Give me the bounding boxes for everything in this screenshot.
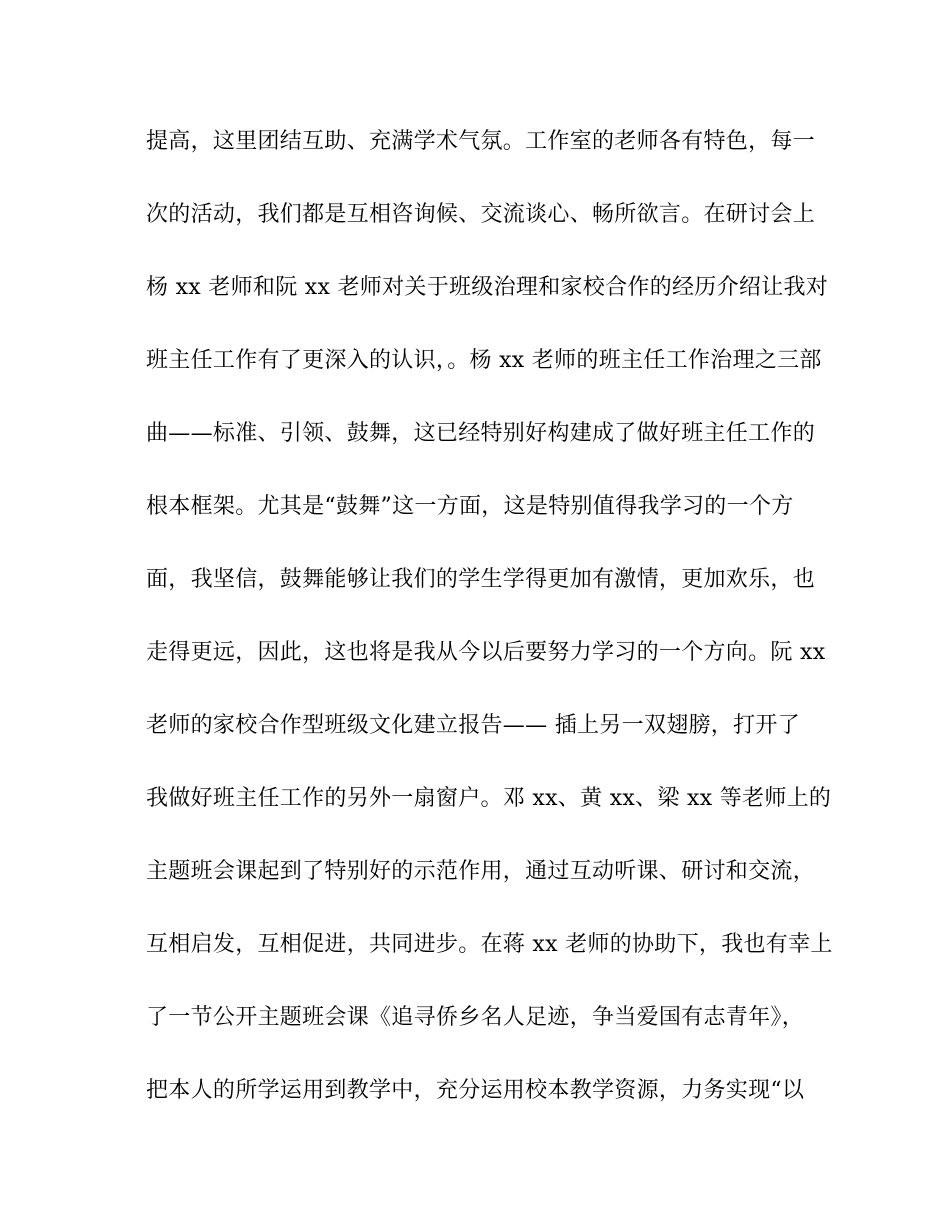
text-line-3: 杨 xx 老师和阮 xx 老师对关于班级治理和家校合作的经历介绍让我对: [146, 275, 829, 300]
text-line-7: 面，我坚信，鼓舞能够让我们的学生学得更加有激情，更加欢乐，也: [146, 567, 816, 592]
text-line-10: 我做好班主任工作的另外一扇窗户。邓 xx、黄 xx、梁 xx 等老师上的: [146, 786, 832, 811]
text-line-1: 提高，这里团结互助、充满学术气氛。工作室的老师各有特色，每一: [146, 129, 816, 154]
text-line-4: 班主任工作有了更深入的认识，。杨 xx 老师的班主任工作治理之三部: [146, 348, 822, 373]
text-line-11: 主题班会课起到了特别好的示范作用，通过互动听课、研讨和交流，: [146, 859, 816, 884]
text-line-13: 了一节公开主题班会课《追寻侨乡名人足迹，争当爱国有志青年》，: [146, 1005, 805, 1030]
text-line-5: 曲——标准、引领、鼓舞，这已经特别好构建成了做好班主任工作的: [146, 421, 816, 446]
text-line-14: 把本人的所学运用到教学中，充分运用校本教学资源，力务实现“以: [146, 1078, 805, 1103]
text-line-2: 次的活动，我们都是互相咨询候、交流谈心、畅所欲言。在研讨会上: [146, 202, 816, 227]
text-line-8: 走得更远，因此，这也将是我从今以后要努力学习的一个方向。阮 xx: [146, 640, 826, 665]
text-line-12: 互相启发，互相促进，共同进步。在蒋 xx 老师的协助下，我也有幸上: [146, 932, 833, 957]
text-line-6: 根本框架。尤其是“鼓舞”这一方面，这是特别值得我学习的一个方: [146, 494, 794, 519]
body-text: [146, 118, 833, 1140]
text-line-9: 老师的家校合作型班级文化建立报告—— 插上另一双翅膀，打开了: [146, 713, 800, 738]
